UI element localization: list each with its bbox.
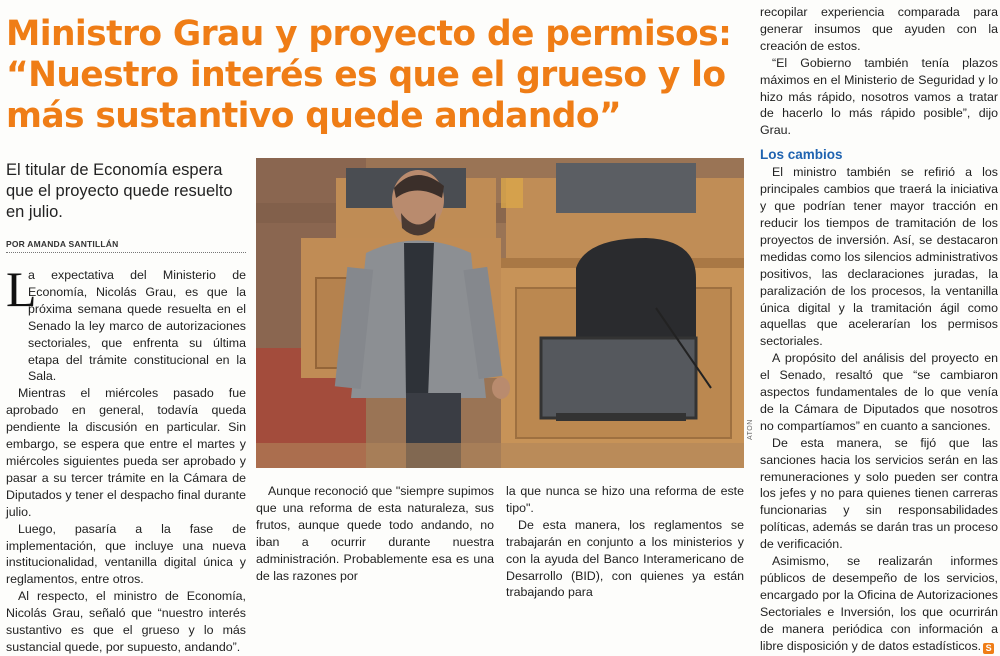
- drop-cap: L: [6, 261, 37, 317]
- paragraph-text: Asimismo, se realizarán informes públicos de desempeño de los servicios, encargado por la Oficina de Autorizaciones Sectoriales e Inversión, los que ocurrirán de manera periódica con información a libre disposición y de datos estadísticos.: [760, 554, 998, 653]
- byline-divider: [6, 252, 246, 253]
- paragraph: De esta manera, los reglamentos se trabajarán en conjunto a los ministerios y con la ayuda del Banco Interamericano de Desarrollo (BID), con quienes ya están trabajando para: [506, 517, 744, 600]
- article-column-3: [506, 483, 744, 601]
- paragraph: [760, 553, 998, 654]
- paragraph: Al respecto, el ministro de Economía, Nicolás Grau, señaló que “nuestro interés sustantivo es que el grueso y lo más sustancial quede, por supuesto, andando”.: [6, 589, 246, 654]
- photo-credit: ATON: [747, 419, 754, 440]
- article-photo: [256, 158, 744, 468]
- article-column-4: [760, 4, 998, 655]
- paragraph: [6, 261, 246, 385]
- paragraph: De esta manera, se fijó que las sanciones hacia los servicios serán en las remuneraciones y solo pueden ser contra los jefes y no para quienes tienen carreras funcionarias y sin responsabilidades políticas, además se darán tras un proceso de verificación.: [760, 435, 998, 552]
- photo-illustration: [256, 158, 744, 468]
- paragraph: A propósito del análisis del proyecto en el Senado, resaltó que “se cambiaron aspectos fundamentales de lo que venía de la Cámara de Diputados que nosotros no compartíamos” en cuanto a sanciones.: [760, 351, 998, 433]
- paragraph: Aunque reconoció que "siempre supimos que una reforma de esta naturaleza, sus frutos, aunque quede todo andando, no iban a ocurrir durante nuestra administración. Probablemente esa es una de las razones por: [256, 484, 494, 583]
- paragraph: El ministro también se refirió a los principales cambios que traerá la iniciativa y que podrían tener mayor tracción en reducir los tiempos de tramitación de los proyectos de inversión. Así, se destacaron medidas como los silencios administrativos positivos, las declaraciones juradas, la paralización de los procesos, la ventanilla única digital y la tramitación ágil como aquellas que acelerarían los permisos sectoriales.: [760, 165, 998, 349]
- headline-line-2: “Nuestro interés es que el grueso y lo: [6, 55, 726, 95]
- standfirst: El titular de Economía espera que el proyecto quede resuelto en julio.: [6, 161, 233, 221]
- end-mark-icon: S: [983, 643, 994, 654]
- headline-line-1: Ministro Grau y proyecto de permisos:: [6, 14, 732, 54]
- paragraph-text: a expectativa del Ministerio de Economía, Nicolás Grau, es que la próxima semana quede resuelta en el Senado la ley marco de autorizaciones sectoriales, que enfrenta su última etapa del trámite constitucional en la Sala.: [28, 268, 246, 384]
- article-column-2: [256, 483, 494, 584]
- paragraph: recopilar experiencia comparada para generar insumos que ayuden con la creación de estos.: [760, 5, 998, 53]
- paragraph: “El Gobierno también tenía plazos máximos en el Ministerio de Seguridad y lo hizo más rápido, nosotros vamos a tratar de hacerlo lo más rápido posible”, dijo Grau.: [760, 55, 998, 138]
- paragraph: Luego, pasaría a la fase de implementación, que incluye una nueva institucionalidad, ventanilla digital única y reglamentos, entre otros.: [6, 521, 246, 587]
- byline: POR AMANDA SANTILLÁN: [6, 239, 119, 249]
- paragraph: la que nunca se hizo una reforma de este tipo".: [506, 484, 744, 515]
- section-subhead: Los cambios: [760, 147, 843, 163]
- article-column-1: [6, 261, 246, 656]
- paragraph: Mientras el miércoles pasado fue aprobado en general, todavía queda pendiente la discusión en particular. Sin embargo, se espera que entre el martes y miércoles siguientes pueda ser aprobado y pasar a su tercer trámite en la Cámara de Diputados y tener el despacho final durante julio.: [6, 386, 246, 519]
- headline-line-3: más sustantivo quede andando”: [6, 96, 622, 136]
- headline: [6, 14, 741, 137]
